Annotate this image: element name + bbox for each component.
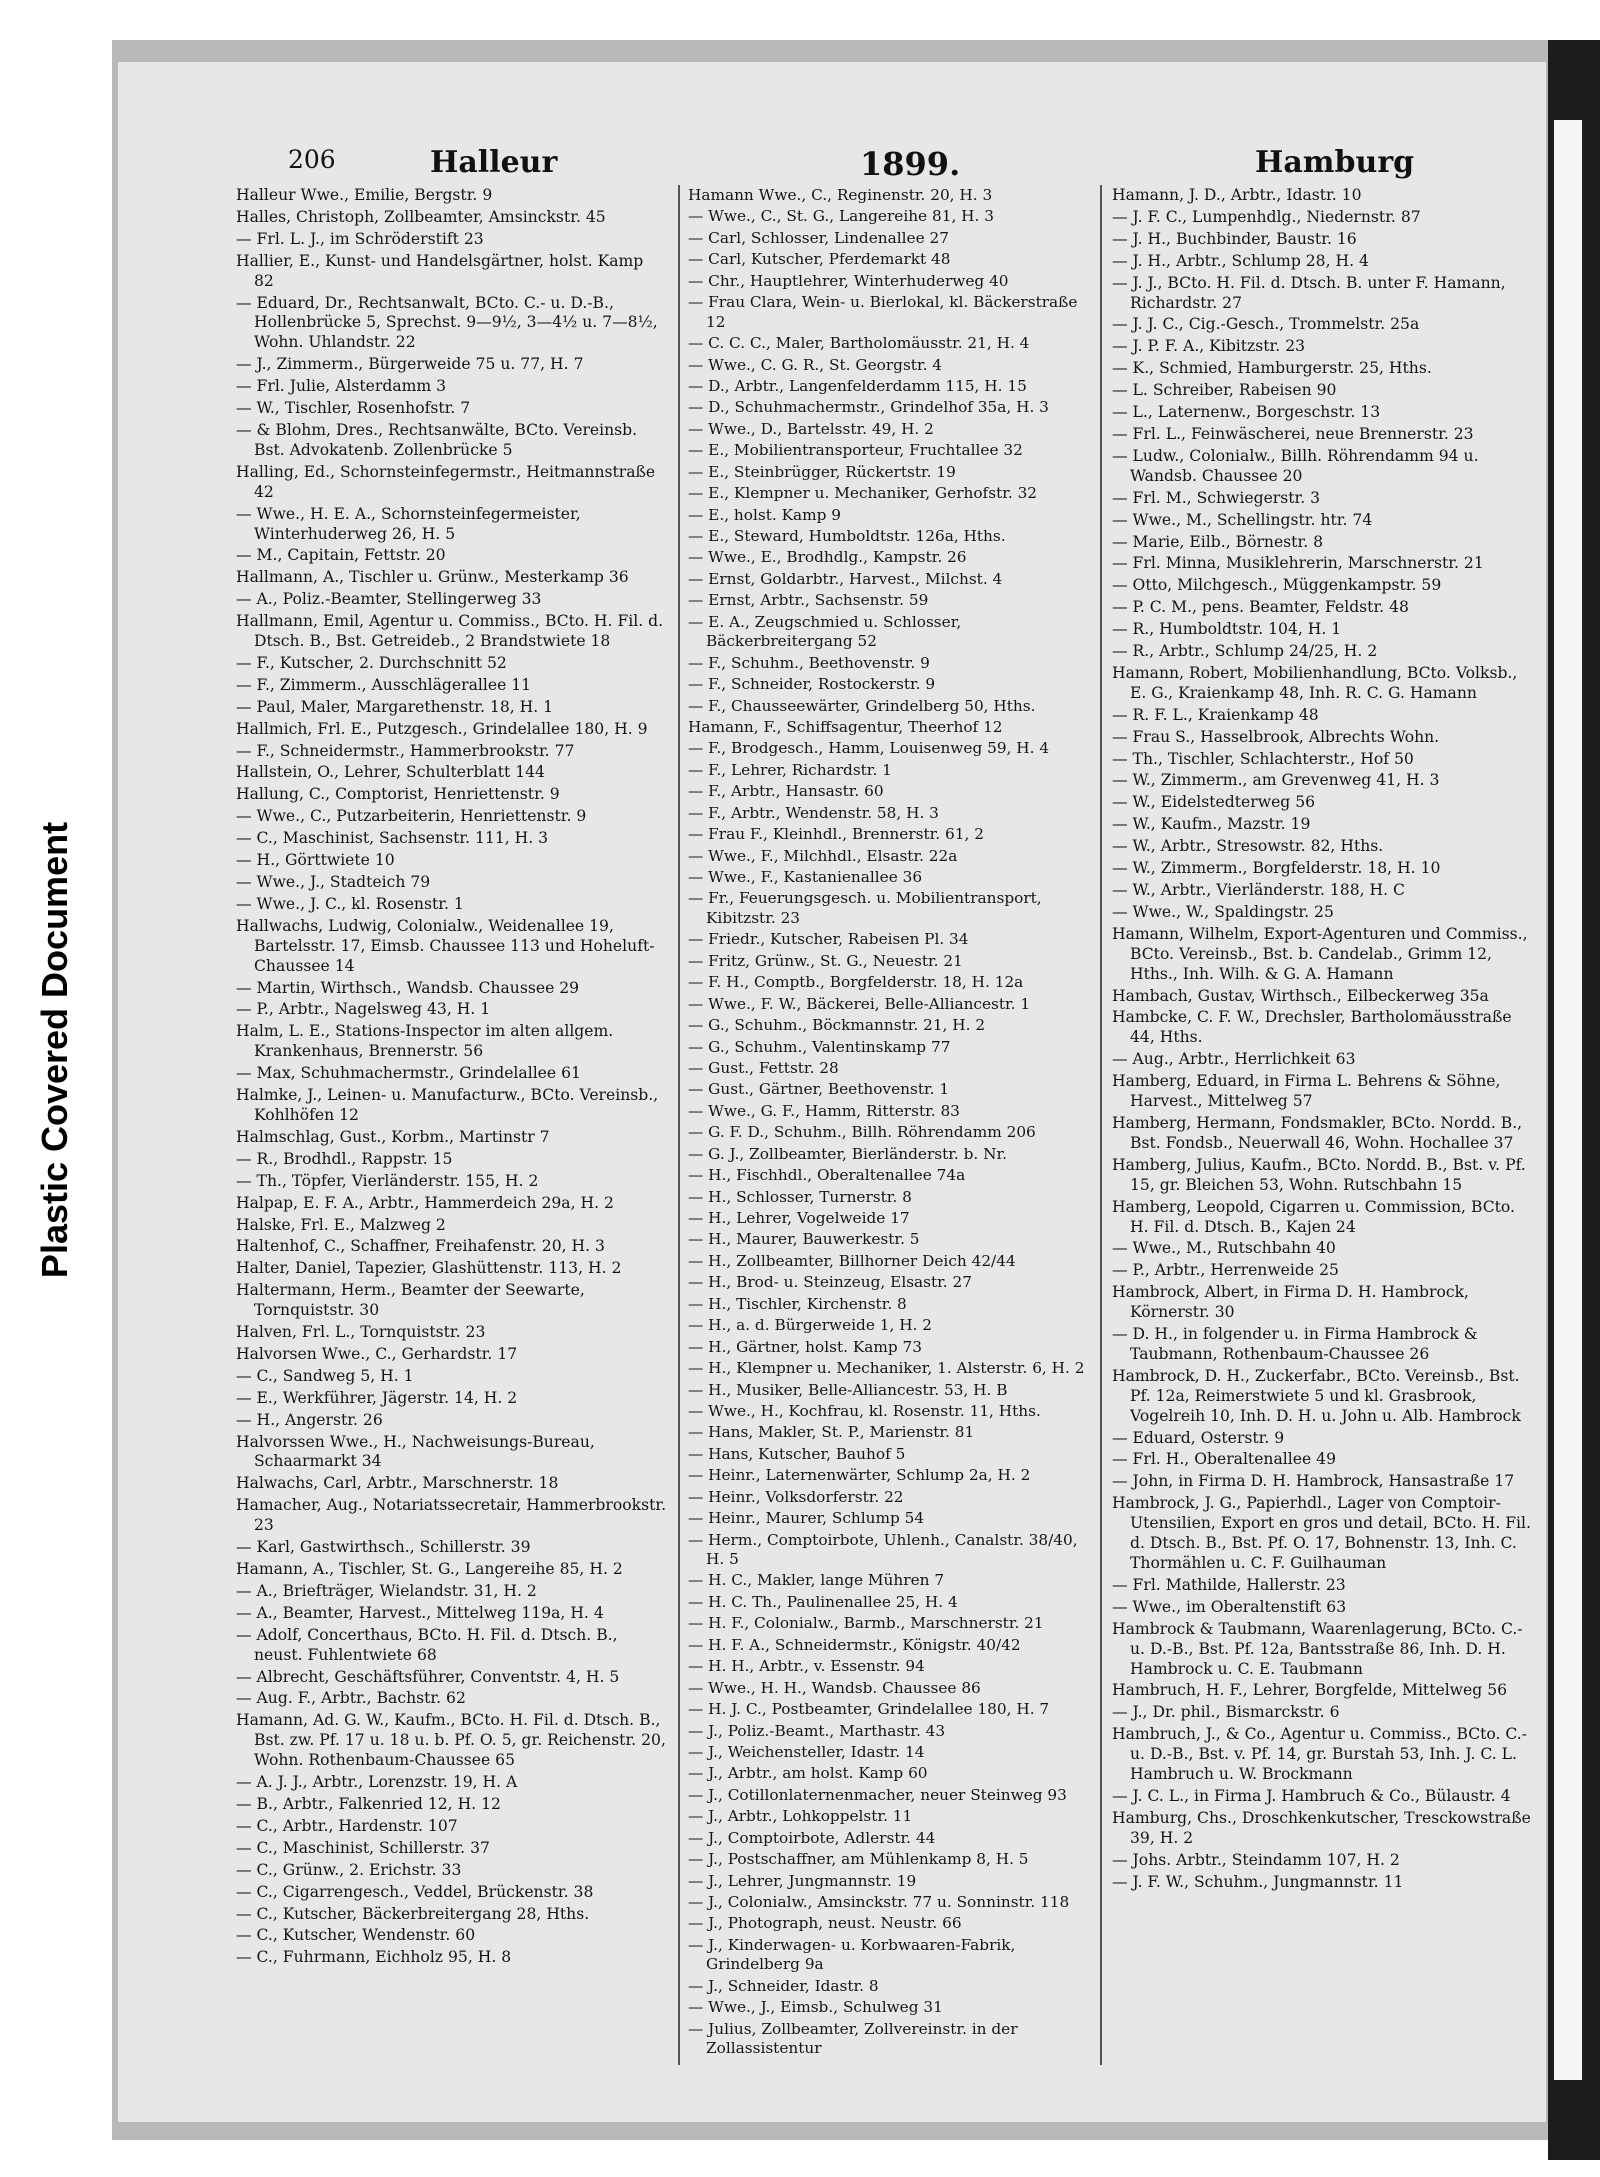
directory-entry: — F., Arbtr., Hansastr. 60 — [688, 782, 884, 801]
directory-entry: — J., Comptoirbote, Adlerstr. 44 — [688, 1828, 936, 1847]
directory-entry: Hamann, Robert, Mobilienhandlung, BCto. Volksb., E. G., Kraienkamp 48, Inh. R. C. G. Hamann — [1112, 663, 1518, 702]
directory-entry: Halles, Christoph, Zollbeamter, Amsinckstr. 45 — [236, 207, 606, 226]
directory-entry: — W., Arbtr., Vierländerstr. 188, H. C — [1112, 881, 1405, 899]
directory-entry: — H. J. C., Postbeamter, Grindelallee 180, H. 7 — [688, 1700, 1050, 1719]
directory-entry: — C., Fuhrmann, Eichholz 95, H. 8 — [236, 1948, 512, 1967]
directory-entry: — F., Schneidermstr., Hammerbrookstr. 77 — [236, 741, 575, 760]
directory-entry: Hallmann, Emil, Agentur u. Commiss., BCto. H. Fil. d. Dtsch. B., Bst. Getreideb., 2 Brandstwiete 18 — [236, 612, 664, 651]
directory-entry: — J., Photograph, neust. Neustr. 66 — [688, 1914, 962, 1933]
directory-entry: — G. F. D., Schuhm., Billh. Röhrendamm 206 — [688, 1123, 1036, 1142]
directory-entry: — E., Steward, Humboldtstr. 126a, Hths. — [688, 527, 1006, 545]
year-heading: 1899. — [860, 145, 961, 183]
directory-entry: — Heinr., Laternenwärter, Schlump 2a, H. 2 — [688, 1466, 1031, 1485]
page-edge-dark — [1548, 40, 1600, 2160]
directory-entry: — Adolf, Concerthaus, BCto. H. Fil. d. Dtsch. B., neust. Fuhlentwiete 68 — [236, 1625, 618, 1664]
directory-entry: — Gust., Gärtner, Beethovenstr. 1 — [688, 1080, 950, 1099]
directory-entry: — R., Arbtr., Schlump 24/25, H. 2 — [1112, 642, 1378, 661]
directory-entry: — G., Schuhm., Böckmannstr. 21, H. 2 — [688, 1016, 986, 1035]
directory-entry: — L., Laternenw., Borgeschstr. 13 — [1112, 403, 1381, 422]
directory-entry: — W., Zimmerm., am Grevenweg 41, H. 3 — [1112, 771, 1440, 790]
directory-entry: Hambach, Gustav, Wirthsch., Eilbeckerweg 35a — [1112, 986, 1489, 1005]
directory-entry: — J. F. W., Schuhm., Jungmannstr. 11 — [1112, 1872, 1404, 1891]
directory-entry: Halvorsen Wwe., C., Gerhardstr. 17 — [236, 1344, 518, 1363]
directory-entry: — J., Arbtr., am holst. Kamp 60 — [688, 1764, 928, 1783]
directory-entry: — Frl. Mathilde, Hallerstr. 23 — [1112, 1575, 1346, 1594]
directory-entry: — John, in Firma D. H. Hambrock, Hansastraße 17 — [1112, 1472, 1515, 1491]
directory-entry: — Aug., Arbtr., Herrlichkeit 63 — [1112, 1050, 1356, 1069]
directory-entry: Haltermann, Herm., Beamter der Seewarte, Tornquiststr. 30 — [236, 1281, 585, 1320]
directory-entry: — Marie, Eilb., Börnestr. 8 — [1112, 532, 1324, 551]
directory-entry: — E., Werkführer, Jägerstr. 14, H. 2 — [236, 1388, 518, 1407]
directory-entry: — Wwe., D., Bartelsstr. 49, H. 2 — [688, 419, 934, 438]
directory-entry: — H., Angerstr. 26 — [236, 1410, 383, 1429]
directory-entry: — Paul, Maler, Margarethenstr. 18, H. 1 — [236, 697, 554, 716]
directory-entry: — D., Arbtr., Langenfelderdamm 115, H. 15 — [688, 376, 1027, 395]
directory-entry: — R., Humboldtstr. 104, H. 1 — [1112, 620, 1342, 639]
page-edge-strip — [1554, 120, 1582, 2080]
directory-entry: — Wwe., C. G. R., St. Georgstr. 4 — [688, 355, 943, 374]
directory-entry: — & Blohm, Dres., Rechtsanwälte, BCto. Vereinsb. Bst. Advokatenb. Zollenbrücke 5 — [236, 420, 638, 459]
directory-entry: — D., Schuhmachermstr., Grindelhof 35a, H. 3 — [688, 398, 1049, 417]
directory-entry: — A. J. J., Arbtr., Lorenzstr. 19, H. A — [236, 1773, 518, 1792]
directory-entry: — G., Schuhm., Valentinskamp 77 — [688, 1037, 951, 1056]
directory-entry: — J., Colonialw., Amsinckstr. 77 u. Sonninstr. 118 — [688, 1893, 1070, 1911]
directory-entry: — H. C., Makler, lange Mühren 7 — [688, 1571, 945, 1590]
directory-entry: — Albrecht, Geschäftsführer, Conventstr. 4, H. 5 — [236, 1667, 620, 1686]
directory-entry: Hambrock, D. H., Zuckerfabr., BCto. Vereinsb., Bst. Pf. 12a, Reimerstwiete 5 und kl. Grasbrook, Vogelreih 10, Inh. D. H. u. John u. Alb. Hambrock — [1112, 1366, 1521, 1425]
directory-entry: — Johs. Arbtr., Steindamm 107, H. 2 — [1112, 1850, 1400, 1869]
directory-entry: Hallung, C., Comptorist, Henriettenstr. 9 — [236, 785, 560, 804]
directory-entry: — Fr., Feuerungsgesch. u. Mobilientransport, Kibitzstr. 23 — [688, 889, 1042, 927]
directory-entry: — C., Cigarrengesch., Veddel, Brückenstr. 38 — [236, 1882, 594, 1901]
directory-entry: — Wwe., F. W., Bäckerei, Belle-Alliancestr. 1 — [688, 994, 1031, 1013]
directory-entry: — J., Cotillonlaternenmacher, neuer Steinweg 93 — [688, 1785, 1067, 1804]
directory-entry: — M., Capitain, Fettstr. 20 — [236, 546, 446, 565]
directory-entry: Halmke, J., Leinen- u. Manufacturw., BCto. Vereinsb., Kohlhöfen 12 — [236, 1086, 659, 1124]
directory-entry: — Wwe., C., St. G., Langereihe 81, H. 3 — [688, 207, 994, 226]
directory-entry: — Wwe., G. F., Hamm, Ritterstr. 83 — [688, 1101, 960, 1120]
directory-entry: — Hans, Makler, St. P., Marienstr. 81 — [688, 1423, 975, 1442]
directory-entry: Hallmich, Frl. E., Putzgesch., Grindelallee 180, H. 9 — [236, 719, 648, 738]
directory-entry: — A., Poliz.-Beamter, Stellingerweg 33 — [236, 590, 542, 609]
directory-entry: — Wwe., H. E. A., Schornsteinfegermeister, Winterhuderweg 26, H. 5 — [236, 504, 581, 543]
directory-entry: — Otto, Milchgesch., Müggenkampstr. 59 — [1112, 576, 1442, 595]
directory-entry: — E., Steinbrügger, Rückertstr. 19 — [688, 462, 956, 481]
directory-entry: — J., Lehrer, Jungmannstr. 19 — [688, 1871, 917, 1890]
directory-entry: — Frau F., Kleinhdl., Brennerstr. 61, 2 — [688, 825, 984, 844]
directory-entry: — F., Lehrer, Richardstr. 1 — [688, 760, 892, 779]
directory-entry: Hamann, J. D., Arbtr., Idastr. 10 — [1112, 186, 1362, 204]
directory-entry: Halleur Wwe., Emilie, Bergstr. 9 — [236, 186, 493, 204]
directory-entry: — K., Schmied, Hamburgerstr. 25, Hths. — [1112, 359, 1432, 378]
side-label-panel — [0, 0, 110, 2177]
directory-entry: — H., Brod- u. Steinzeug, Elsastr. 27 — [688, 1273, 973, 1292]
directory-entry: — P., Arbtr., Nagelsweg 43, H. 1 — [236, 1000, 491, 1019]
directory-entry: — H., Gärtner, holst. Kamp 73 — [688, 1337, 922, 1356]
directory-entry: — Eduard, Osterstr. 9 — [1112, 1428, 1285, 1447]
directory-entry: Hamann Wwe., C., Reginenstr. 20, H. 3 — [688, 186, 993, 204]
directory-entry: — H., a. d. Bürgerweide 1, H. 2 — [688, 1316, 933, 1335]
directory-entry: — H., Fischhdl., Oberaltenallee 74a — [688, 1166, 966, 1185]
directory-entry: — C. C. C., Maler, Bartholomäusstr. 21, H. 4 — [688, 334, 1030, 353]
directory-entry: — Chr., Hauptlehrer, Winterhuderweg 40 — [688, 271, 1009, 290]
page-number: 206 — [288, 145, 336, 174]
directory-entry: — F., Zimmerm., Ausschlägerallee 11 — [236, 675, 532, 694]
directory-entry: — Carl, Schlosser, Lindenallee 27 — [688, 228, 949, 247]
directory-entry: Hamann, A., Tischler, St. G., Langereihe 85, H. 2 — [236, 1560, 623, 1578]
directory-entry: — B., Arbtr., Falkenried 12, H. 12 — [236, 1794, 501, 1813]
directory-entry: Haltenhof, C., Schaffner, Freihafenstr. 20, H. 3 — [236, 1237, 605, 1256]
directory-entry: — Heinr., Volksdorferstr. 22 — [688, 1487, 904, 1506]
directory-entry: Hallwachs, Ludwig, Colonialw., Weidenallee 19, Bartelsstr. 17, Eimsb. Chaussee 113 und Hoheluft-Chaussee 14 — [236, 916, 655, 975]
directory-entry: — Heinr., Maurer, Schlump 54 — [688, 1509, 925, 1528]
directory-entry: — W., Zimmerm., Borgfelderstr. 18, H. 10 — [1112, 859, 1441, 878]
directory-entry: Halven, Frl. L., Tornquiststr. 23 — [236, 1323, 486, 1342]
directory-entry: — R. F. L., Kraienkamp 48 — [1112, 705, 1319, 724]
directory-entry: Halmschlag, Gust., Korbm., Martinstr 7 — [236, 1127, 550, 1146]
directory-entry: — Herm., Comptoirbote, Uhlenh., Canalstr. 38/40, H. 5 — [688, 1530, 1078, 1568]
directory-entry: — Wwe., W., Spaldingstr. 25 — [1112, 902, 1334, 921]
directory-entry: Hallstein, O., Lehrer, Schulterblatt 144 — [236, 763, 545, 782]
directory-entry: Halwachs, Carl, Arbtr., Marschnerstr. 18 — [236, 1474, 559, 1493]
directory-entry: — C., Kutscher, Bäckerbreitergang 28, Hths. — [236, 1904, 590, 1923]
directory-entry: Halske, Frl. E., Malzweg 2 — [236, 1215, 446, 1234]
directory-entry: — Frl. Minna, Musiklehrerin, Marschnerstr. 21 — [1112, 554, 1484, 573]
directory-entry: — J., Postschaffner, am Mühlenkamp 8, H. 5 — [688, 1850, 1029, 1869]
directory-entry: — Gust., Fettstr. 28 — [688, 1058, 839, 1077]
directory-entry: — Wwe., E., Brodhdlg., Kampstr. 26 — [688, 548, 967, 567]
directory-entry: — J., Zimmerm., Bürgerweide 75 u. 77, H. 7 — [236, 355, 584, 374]
directory-entry: — A., Briefträger, Wielandstr. 31, H. 2 — [236, 1581, 537, 1600]
directory-entry: — H., Lehrer, Vogelweide 17 — [688, 1209, 910, 1227]
directory-entry: Hallier, E., Kunst- und Handelsgärtner, holst. Kamp 82 — [236, 251, 644, 290]
directory-entry: Hamberg, Leopold, Cigarren u. Commission, BCto. H. Fil. d. Dtsch. B., Kajen 24 — [1112, 1197, 1515, 1236]
directory-column-1 — [236, 186, 668, 1970]
directory-entry: — F., Kutscher, 2. Durchschnitt 52 — [236, 653, 507, 672]
directory-entry: — Fritz, Grünw., St. G., Neuestr. 21 — [688, 951, 963, 970]
directory-entry: Hamberg, Hermann, Fondsmakler, BCto. Nordd. B., Bst. Fondsb., Neuerwall 46, Wohn. Hochallee 37 — [1112, 1113, 1523, 1152]
directory-entry: — J. J. C., Cig.-Gesch., Trommelstr. 25a — [1112, 315, 1420, 334]
directory-entry: — Wwe., C., Putzarbeiterin, Henriettenstr. 9 — [236, 807, 587, 826]
directory-entry: — Frau Clara, Wein- u. Bierlokal, kl. Bäckerstraße 12 — [688, 293, 1078, 331]
directory-entry: — H., Schlosser, Turnerstr. 8 — [688, 1187, 912, 1206]
directory-entry: — A., Beamter, Harvest., Mittelweg 119a, H. 4 — [236, 1603, 604, 1622]
directory-entry: — J., Weichensteller, Idastr. 14 — [688, 1742, 925, 1761]
directory-entry: — J. H., Arbtr., Schlump 28, H. 4 — [1112, 251, 1369, 270]
directory-entry: — C., Arbtr., Hardenstr. 107 — [236, 1816, 458, 1835]
directory-entry: — H., Maurer, Bauwerkestr. 5 — [688, 1230, 920, 1249]
directory-entry: Hambruch, J., & Co., Agentur u. Commiss., BCto. C.- u. D.-B., Bst. v. Pf. 14, gr. Burstah 53, Inh. J. C. L. Hambruch u. W. Brockmann — [1112, 1725, 1528, 1784]
directory-entry: — Max, Schuhmachermstr., Grindelallee 61 — [236, 1064, 581, 1083]
right-running-head: Hamburg — [1255, 145, 1415, 180]
directory-entry: — Wwe., M., Rutschbahn 40 — [1112, 1239, 1336, 1258]
directory-entry: Hamberg, Julius, Kaufm., BCto. Nordd. B., Bst. v. Pf. 15, gr. Bleichen 53, Wohn. Rutschbahn 15 — [1112, 1155, 1526, 1194]
directory-entry: — Frau S., Hasselbrook, Albrechts Wohn. — [1112, 727, 1440, 746]
directory-entry: — D. H., in folgender u. in Firma Hambrock & Taubmann, Rothenbaum-Chaussee 26 — [1112, 1325, 1478, 1363]
directory-entry: — Hans, Kutscher, Bauhof 5 — [688, 1444, 906, 1463]
directory-entry: — R., Brodhdl., Rappstr. 15 — [236, 1149, 453, 1168]
directory-entry: — G. J., Zollbeamter, Bierländerstr. b. Nr. — [688, 1144, 1008, 1163]
directory-entry: — Wwe., H., Kochfrau, kl. Rosenstr. 11, Hths. — [688, 1401, 1041, 1420]
directory-entry: — Wwe., im Oberaltenstift 63 — [1112, 1597, 1347, 1616]
directory-entry: — F., Chausseewärter, Grindelberg 50, Hths. — [688, 696, 1036, 715]
directory-entry: — J. H., Buchbinder, Baustr. 16 — [1112, 229, 1357, 248]
directory-column-3 — [1112, 186, 1536, 1895]
directory-entry: — Th., Töpfer, Vierländerstr. 155, H. 2 — [236, 1171, 539, 1190]
left-running-head: Halleur — [430, 145, 558, 180]
directory-entry: — H. F., Colonialw., Barmb., Marschnerstr. 21 — [688, 1614, 1044, 1633]
directory-entry: Halter, Daniel, Tapezier, Glashüttenstr. 113, H. 2 — [236, 1259, 622, 1278]
directory-entry: — C., Grünw., 2. Erichstr. 33 — [236, 1860, 462, 1879]
directory-entry: — J., Dr. phil., Bismarckstr. 6 — [1112, 1703, 1340, 1722]
directory-entry: — C., Sandweg 5, H. 1 — [236, 1366, 414, 1385]
directory-entry: Hambrock, J. G., Papierhdl., Lager von Comptoir-Utensilien, Export en gros und detail, BCto. H. Fil. d. Dtsch. B., Bst. Pf. O. 17, Bohnenstr. 13, Inh. C. Thormählen u. C. F. Guilhauman — [1112, 1494, 1531, 1572]
directory-entry: — W., Tischler, Rosenhofstr. 7 — [236, 399, 471, 418]
directory-entry: — E., Klempner u. Mechaniker, Gerhofstr. 32 — [688, 484, 1038, 503]
directory-entry: — J. P. F. A., Kibitzstr. 23 — [1112, 337, 1306, 356]
directory-entry: — F., Schneider, Rostockerstr. 9 — [688, 675, 936, 694]
directory-entry: — Aug. F., Arbtr., Bachstr. 62 — [236, 1689, 466, 1708]
directory-entry: — Wwe., J., Eimsb., Schulweg 31 — [688, 1998, 943, 2017]
directory-entry: — F. H., Comptb., Borgfelderstr. 18, H. 12a — [688, 973, 1024, 992]
directory-entry: — J., Poliz.-Beamt., Marthastr. 43 — [688, 1721, 946, 1740]
directory-entry: — Frl. H., Oberaltenallee 49 — [1112, 1450, 1336, 1469]
directory-entry: — W., Kaufm., Mazstr. 19 — [1112, 815, 1311, 834]
directory-entry: — Frl. M., Schwiegerstr. 3 — [1112, 488, 1321, 507]
directory-entry: — L. Schreiber, Rabeisen 90 — [1112, 381, 1337, 400]
directory-entry: — H., Zollbeamter, Billhorner Deich 42/44 — [688, 1251, 1016, 1270]
directory-entry: — E., holst. Kamp 9 — [688, 505, 842, 524]
directory-entry: — H., Klempner u. Mechaniker, 1. Alsterstr. 6, H. 2 — [688, 1359, 1085, 1378]
directory-entry: — H. H., Arbtr., v. Essenstr. 94 — [688, 1657, 925, 1676]
directory-entry: — E., Mobilientransporteur, Fruchtallee 32 — [688, 441, 1023, 460]
directory-entry: — Eduard, Dr., Rechtsanwalt, BCto. C.- u. D.-B., Hollenbrücke 5, Sprechst. 9—9½, 3—4½ u. 7—8½, Wohn. Uhlandstr. 22 — [236, 293, 658, 352]
directory-entry: Hamann, Ad. G. W., Kaufm., BCto. H. Fil. d. Dtsch. B., Bst. zw. Pf. 17 u. 18 u. b. Pf. O. 5, gr. Reichenstr. 20, Wohn. Rothenbaum-Chaussee 65 — [236, 1711, 666, 1770]
directory-entry: — J., Kinderwagen- u. Korbwaaren-Fabrik, Grindelberg 9a — [688, 1935, 1016, 1974]
directory-entry: — Frl. L., Feinwäscherei, neue Brennerstr. 23 — [1112, 424, 1474, 443]
directory-entry: — J., Arbtr., Lohkoppelstr. 11 — [688, 1807, 913, 1826]
directory-entry: — H. F. A., Schneidermstr., Königstr. 40/42 — [688, 1635, 1021, 1654]
directory-entry: — J., Schneider, Idastr. 8 — [688, 1976, 879, 1995]
directory-entry: — H., Tischler, Kirchenstr. 8 — [688, 1294, 907, 1313]
directory-entry: — P. C. M., pens. Beamter, Feldstr. 48 — [1112, 598, 1409, 617]
directory-entry: Hallmann, A., Tischler u. Grünw., Mesterkamp 36 — [236, 568, 629, 587]
directory-entry: — H., Musiker, Belle-Alliancestr. 53, H. B — [688, 1380, 1008, 1399]
directory-entry: — W., Eidelstedterweg 56 — [1112, 793, 1316, 812]
directory-entry: — J. J., BCto. H. Fil. d. Dtsch. B. unter F. Hamann, Richardstr. 27 — [1112, 273, 1506, 312]
directory-entry: — Ernst, Goldarbtr., Harvest., Milchst. 4 — [688, 569, 1003, 588]
directory-entry: Hamberg, Eduard, in Firma L. Behrens & Söhne, Harvest., Mittelweg 57 — [1112, 1072, 1501, 1111]
directory-entry: — F., Schuhm., Beethovenstr. 9 — [688, 653, 930, 672]
directory-entry: — Karl, Gastwirthsch., Schillerstr. 39 — [236, 1538, 531, 1557]
directory-entry: — W., Arbtr., Stresowstr. 82, Hths. — [1112, 837, 1384, 856]
directory-entry: — J. C. L., in Firma J. Hambruch & Co., Bülaustr. 4 — [1112, 1786, 1511, 1805]
directory-entry: Halvorssen Wwe., H., Nachweisungs-Bureau, Schaarmarkt 34 — [236, 1432, 595, 1471]
directory-entry: — H., Görttwiete 10 — [236, 851, 395, 870]
directory-entry: Hambruch, H. F., Lehrer, Borgfelde, Mittelweg 56 — [1112, 1681, 1508, 1700]
directory-entry: — F., Brodgesch., Hamm, Louisenweg 59, H. 4 — [688, 739, 1050, 758]
directory-entry: — Friedr., Kutscher, Rabeisen Pl. 34 — [688, 930, 969, 949]
column-divider — [678, 185, 680, 2065]
directory-entry: — Wwe., M., Schellingstr. htr. 74 — [1112, 510, 1373, 529]
directory-entry: — Wwe., H. H., Wandsb. Chaussee 86 — [688, 1678, 981, 1697]
directory-entry: — Wwe., J. C., kl. Rosenstr. 1 — [236, 894, 464, 913]
directory-entry: — F., Arbtr., Wendenstr. 58, H. 3 — [688, 803, 939, 822]
directory-entry: — P., Arbtr., Herrenweide 25 — [1112, 1261, 1339, 1280]
directory-entry: — Frl. Julie, Alsterdamm 3 — [236, 377, 447, 396]
directory-entry: Halling, Ed., Schornsteinfegermstr., Heitmannstraße 42 — [236, 462, 656, 501]
directory-entry: — E. A., Zeugschmied u. Schlosser, Bäckerbreitergang 52 — [688, 612, 962, 651]
directory-entry: Hambrock, Albert, in Firma D. H. Hambrock, Körnerstr. 30 — [1112, 1283, 1470, 1322]
directory-entry: — Ernst, Arbtr., Sachsenstr. 59 — [688, 591, 929, 610]
directory-entry: — C., Kutscher, Wendenstr. 60 — [236, 1926, 476, 1945]
directory-entry: — Martin, Wirthsch., Wandsb. Chaussee 29 — [236, 978, 580, 997]
directory-entry: — J. F. C., Lumpenhdlg., Niedernstr. 87 — [1112, 207, 1421, 226]
directory-entry: — C., Maschinist, Schillerstr. 37 — [236, 1838, 490, 1857]
directory-entry: — Carl, Kutscher, Pferdemarkt 48 — [688, 250, 951, 269]
directory-entry: — Frl. L. J., im Schröderstift 23 — [236, 229, 484, 248]
directory-entry: Hamburg, Chs., Droschkenkutscher, Tresckowstraße 39, H. 2 — [1112, 1808, 1531, 1847]
directory-entry: — Th., Tischler, Schlachterstr., Hof 50 — [1112, 749, 1414, 768]
directory-column-2 — [688, 186, 1092, 2061]
directory-entry: — Julius, Zollbeamter, Zollvereinstr. in der Zollassistentur — [688, 2019, 1018, 2058]
column-divider — [1100, 185, 1102, 2065]
directory-entry: Hamacher, Aug., Notariatssecretair, Hammerbrookstr. 23 — [236, 1496, 667, 1535]
directory-entry: — Wwe., J., Stadteich 79 — [236, 873, 431, 891]
directory-entry: — Ludw., Colonialw., Billh. Röhrendamm 94 u. Wandsb. Chaussee 20 — [1112, 446, 1479, 485]
directory-entry: — Wwe., F., Kastanienallee 36 — [688, 868, 923, 886]
directory-entry: Halm, L. E., Stations-Inspector im alten allgem. Krankenhaus, Brennerstr. 56 — [236, 1022, 614, 1061]
directory-entry: Hamann, F., Schiffsagentur, Theerhof 12 — [688, 717, 1003, 736]
directory-entry: Hambrock & Taubmann, Waarenlagerung, BCto. C.- u. D.-B., Bst. Pf. 12a, Bantsstraße 86, Inh. D. H. Hambrock u. C. E. Taubmann — [1112, 1619, 1523, 1678]
directory-entry: Hambcke, C. F. W., Drechsler, Bartholomäusstraße 44, Hths. — [1112, 1008, 1512, 1047]
directory-entry: — Wwe., F., Milchhdl., Elsastr. 22a — [688, 846, 958, 865]
directory-entry: — C., Maschinist, Sachsenstr. 111, H. 3 — [236, 829, 549, 848]
directory-entry: Hamann, Wilhelm, Export-Agenturen und Commiss., BCto. Vereinsb., Bst. b. Candelab., Grimm 12, Hths., Inh. Wilh. & G. A. Hamann — [1112, 924, 1528, 983]
plastic-covered-label: Plastic Covered Document — [34, 821, 75, 1279]
directory-entry: Halpap, E. F. A., Arbtr., Hammerdeich 29a, H. 2 — [236, 1193, 614, 1212]
directory-entry: — H. C. Th., Paulinenallee 25, H. 4 — [688, 1592, 958, 1611]
